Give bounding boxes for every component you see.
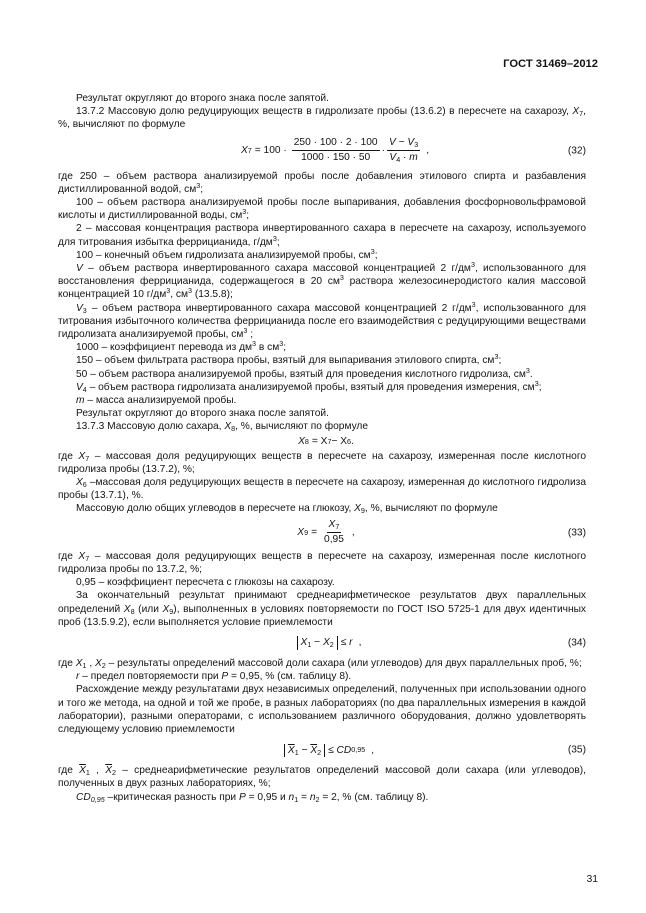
paragraph: 2 – массовая концентрация раствора инвертированного сахара в пересчете на сахарозу, используемого для титрования избытка феррицианида, $г/дм^3$; [58,223,586,248]
formula-32: X 7 = 100 · $\frac{250 \cdot 100 \cdot 2 \cdot 100}{1000 \cdot 150 \cdot 50}$ · $\frac{V - V_3}{V_4 \cdot m}$ , (32) [240,137,586,165]
paragraph: $CD_{0,95}$ –критическая разность при P = 0,95 и $n_1 = n_2 = 2$, % (см. таблицу 8). [76,791,429,804]
formula-number: (32) [567,145,586,157]
paragraph: За окончательный результат принимают среднеарифметическое результатов двух параллельных определений $X_8$ (или $X_9$), выполненных в условиях повторяемости по ГОСТ ISO 5725-1 для двух идентичных проб (13.5.9.2), если выполняется условие приемлемости [58,590,586,628]
paragraph: 1000 – коэффициент перевода из $дм^3$ в $см^3$; [76,339,287,354]
paragraph: где 250 – объем раствора анализируемой пробы после добавления этилового спирта и разбавления дистиллированной водой, $см^3$; [58,170,586,195]
formula-x8: X 8 = X 7 − X 6 . [298,436,354,448]
paragraph: $X_6$ –массовая доля редуцирующих веществ в пересчете на сахарозу, измеренная до кислотного гидролиза пробы (13.7.1), %. [58,477,586,502]
formula-number: (35) [567,744,586,756]
paragraph: $V_3$ – объем раствора инвертированного сахара массовой концентрацией 2 $г/дм^3$, использованного для титрования избыточного количества феррицианида после его взаимодействия с редуцирующими веществами гидролизата анализируемой пробы, $см^3$ ; [58,299,586,341]
paragraph: 150 – объем фильтрата раствора пробы, взятый для выпаривания этилового спирта, $см^3$; [76,352,502,367]
paragraph: V – объем раствора инвертированного сахара массовой концентрацией 2 $г/дм^3$, использованного для восстановления феррицианида, содержащегося в 20 $см^3$ раствора железосинеродистого калия массовой концентрацией 10 $г/дм^3$, $см^3$ (13.5.8); [58,260,587,301]
paragraph: Расхождение между результатами двух независимых определений, полученных при использовании одного и того же метода, на одной и той же пробе, в разных лабораториях (по два параллельных измерения в каждой лаборатории), разными операторами, с использованием различного оборудования, должно удовлетворять следующему условию приемлемости [58,684,586,735]
page-number: 31 [586,874,598,885]
paragraph: 50 – объем раствора анализируемой пробы, взятый для проведения кислотного гидролиза, $см^3$. [76,365,533,380]
paragraph: где $X_1$ , $X_2$ – результаты определений массовой доли сахара (или углеводов) для двух параллельных проб, %; [58,657,582,670]
paragraph: Массовую долю общих углеводов в пересчете на глюкозу, $X_9$, %, вычисляют по формуле [76,503,498,516]
formula-number: (33) [567,527,586,539]
formula-33: X 9 = $\frac{X_7}{0,95}$ , (33) [297,519,586,546]
paragraph: r – предел повторяемости при P = 0,95, % (см. таблицу 8). [76,671,352,683]
page-header: ГОСТ 31469–2012 [503,58,598,70]
paragraph: 13.7.3 Массовую долю сахара, $X_8$, %, вычисляют по формуле [76,421,369,434]
formula-35: $\overline{X}_1 - \overline{X}_2$ ≤ CD 0,95 , (35) [58,736,586,764]
paragraph: 100 – конечный объем гидролизата анализируемой пробы, $см^3$; [76,246,378,261]
paragraph: где $X_7$ – массовая доля редуцирующих веществ в пересчете на сахарозу, измеренная после кислотного гидролиза пробы (13.7.2), %; [58,450,586,475]
paragraph: где $X_7$ – массовая доля редуцирующих веществ в пересчете на сахарозу, измеренная после кислотного гидролиза пробы по 13.7.2, %; [58,550,586,575]
paragraph: Результат округляют до второго знака после запятой. [76,93,329,104]
paragraph: 0,95 – коэффициент пересчета с глюкозы на сахарозу. [76,577,335,589]
paragraph: 100 – объем раствора анализируемой пробы после выпаривания, добавления фосфорновольфрамовой кислоты и дистиллированной воды, $см^3$; [58,197,586,222]
formula-number: (34) [567,637,586,649]
paragraph: $V_4$ – объем раствора гидролизата анализируемой пробы, взятый для проведения измерения, $см^3$; [76,378,542,394]
paragraph: m – масса анализируемой пробы. [76,395,237,407]
paragraph: 13.7.2 Массовую долю редуцирующих веществ в гидролизате пробы (13.6.2) в пересчете на сахарозу, $X_7$, %, вычисляют по формуле [58,106,586,131]
paragraph: где $\overline{X}_1$ , $\overline{X}_2$ – среднеарифметические результатов определений массовой доли сахара (или углеводов), полученных в двух разных лабораториях, %; [58,765,586,790]
document-body [58,92,586,804]
formula-34: $X_1 - X_2$ ≤ r , (34) [58,629,586,657]
paragraph: Результат округляют до второго знака после запятой. [76,408,329,420]
